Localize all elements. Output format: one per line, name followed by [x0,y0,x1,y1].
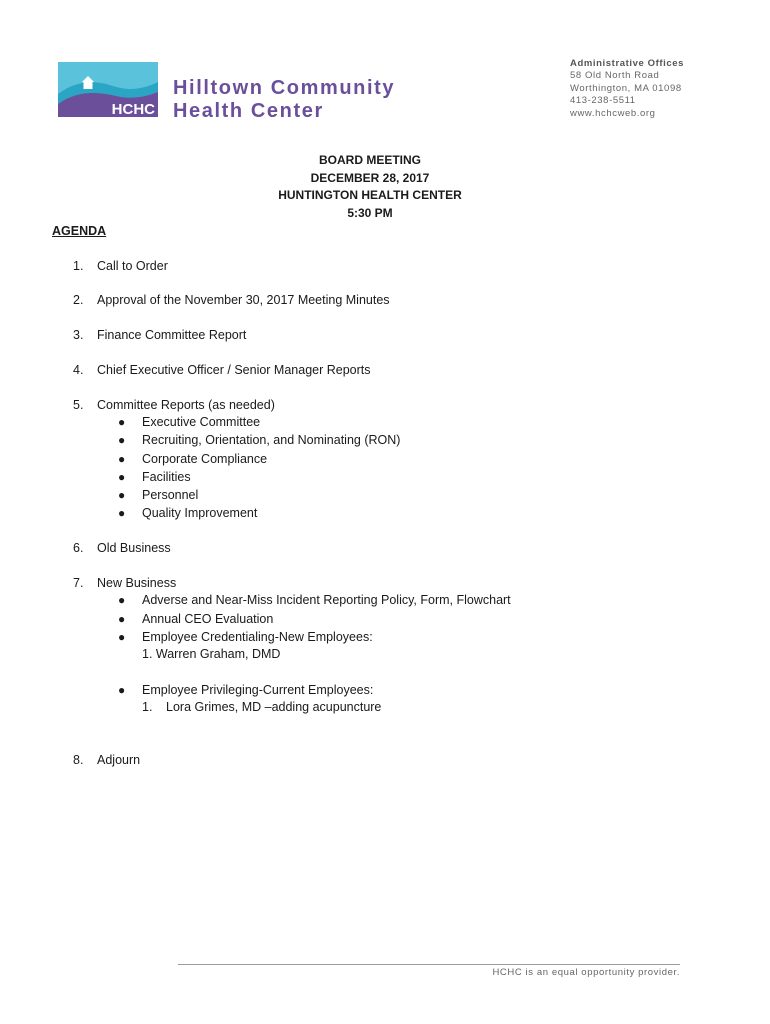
bullet-icon: ● [118,593,126,607]
agenda-item [73,291,390,309]
committee-label: Quality Improvement [142,506,258,520]
hchc-logo [58,62,158,117]
logo-text: HCHC [111,101,155,117]
bullet-icon: ● [118,488,126,502]
new-business-label: Employee Privileging-Current Employees: [142,683,374,697]
meeting-location: HUNTINGTON HEALTH CENTER [278,188,462,203]
committee-list-item [118,468,191,486]
committee-label: Recruiting, Orientation, and Nominating (RON) [142,433,401,447]
agenda-item-number: 3. [73,328,84,342]
agenda-item-number: 8. [73,753,84,767]
privileging-sub-item [142,698,381,716]
new-business-list-item [118,628,373,646]
committee-label: Facilities [142,470,191,484]
agenda-item [73,396,275,414]
agenda-item-label: Adjourn [97,753,141,767]
bullet-icon: ● [118,415,126,429]
org-name-line2: Health Center [173,100,324,122]
privileging-sub-text: Lora Grimes, MD –adding acupuncture [166,700,382,714]
bullet-icon: ● [118,612,126,626]
new-business-list-item [118,610,273,628]
bullet-icon: ● [118,683,126,697]
new-business-list-item [118,681,373,699]
agenda-item-number: 7. [73,576,84,590]
bullet-icon: ● [118,452,126,466]
credentialing-sub-item: 1. Warren Graham, DMD [142,647,281,661]
committee-list-item [118,431,400,449]
privileging-sub-number: 1. [142,700,153,714]
agenda-item-label: New Business [97,576,177,590]
admin-heading: Administrative Offices [570,58,685,69]
agenda-item-number: 2. [73,293,84,307]
organization-name [173,77,395,123]
agenda-item-number: 5. [73,398,84,412]
agenda-item-label: Old Business [97,541,171,555]
admin-street: 58 Old North Road [570,70,660,82]
footer-text: HCHC is an equal opportunity provider. [492,967,680,978]
meeting-date: DECEMBER 28, 2017 [310,170,430,185]
committee-label: Corporate Compliance [142,452,268,466]
committee-list-item [118,413,260,431]
agenda-item-label: Approval of the November 30, 2017 Meeting Minutes [97,293,390,307]
agenda-title: AGENDA [52,224,107,238]
committee-list-item [118,504,257,522]
committee-list-item [118,486,198,504]
agenda-item-number: 6. [73,541,84,555]
admin-city: Worthington, MA 01098 [570,82,682,94]
committee-list-item [118,450,267,468]
bullet-icon: ● [118,506,126,520]
agenda-item-label: Committee Reports (as needed) [97,398,275,412]
meeting-time: 5:30 PM [347,205,393,220]
agenda-item [73,574,176,592]
agenda-item [73,751,140,769]
agenda-item-number: 1. [73,259,84,273]
bullet-icon: ● [118,630,126,644]
new-business-label: Annual CEO Evaluation [142,612,274,626]
agenda-item [73,539,171,557]
admin-phone: 413-238-5511 [570,95,636,107]
bullet-icon: ● [118,470,126,484]
agenda-item-label: Chief Executive Officer / Senior Manager Reports [97,363,371,377]
footer-divider [178,964,680,965]
new-business-label: Employee Credentialing-New Employees: [142,630,373,644]
agenda-item [73,257,168,275]
committee-label: Personnel [142,488,199,502]
agenda-item-number: 4. [73,363,84,377]
committee-label: Executive Committee [142,415,261,429]
admin-web: www.hchcweb.org [570,107,656,119]
agenda-item [73,326,246,344]
agenda-item-label: Finance Committee Report [97,328,247,342]
new-business-label: Adverse and Near-Miss Incident Reporting Policy, Form, Flowchart [142,593,511,607]
agenda-item-label: Call to Order [97,259,168,273]
bullet-icon: ● [118,433,126,447]
meeting-header [0,152,740,222]
org-name-line1: Hilltown Community [173,77,396,99]
agenda-item [73,361,371,379]
meeting-title: BOARD MEETING [319,153,421,167]
new-business-list-item [118,591,511,609]
admin-address-block [570,58,684,120]
